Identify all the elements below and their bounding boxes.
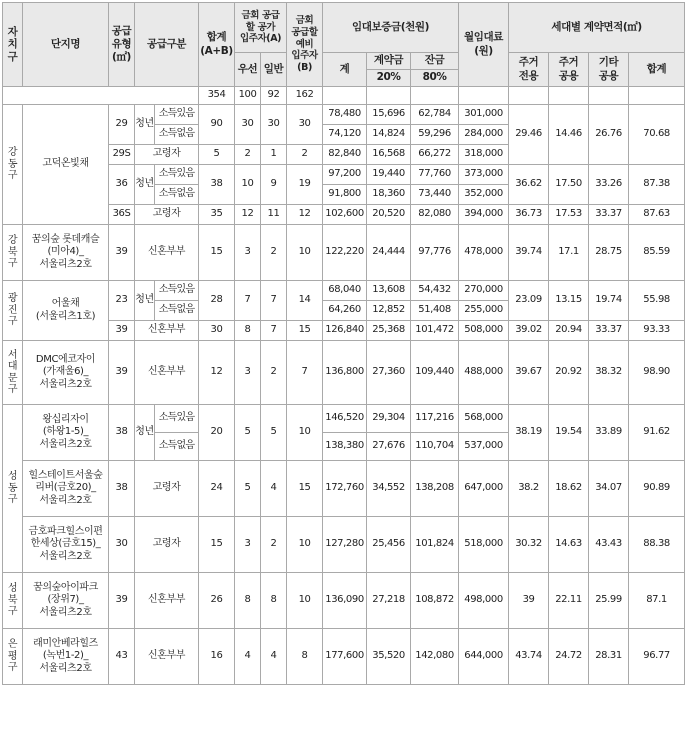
table-row: 강 동 구 고덕온빛채 29 청년 소득있음 90 30 30 30 78,480 15,696 62,784 301,000 29.46 14.46 26.76 70.68 — [3, 105, 685, 125]
header-balance-pct: 80% — [411, 70, 459, 87]
district-cell: 강 북 구 — [3, 225, 23, 281]
header-down-pct: 20% — [367, 70, 411, 87]
table-row: 소득없음 138,380 27,676 110,704 537,000 — [3, 433, 685, 461]
complex-name: 꿈의숲 롯데캐슬 (미아4)_ 서울리츠2호 — [23, 225, 109, 281]
header-deposit: 임대보증금(천원) — [323, 3, 459, 53]
complex-name: DMC에코자이 (가재울6)_ 서울리츠2호 — [23, 341, 109, 405]
complex-name: 어울채 (서울리츠1호) — [23, 281, 109, 341]
sum-reserve: 162 — [287, 87, 323, 105]
table-row: 성 동 구 왕십리자이 (하왕1-5)_ 서울리츠2호 38 청년 소득있음 20 5 5 10 146,520 29,304 117,216 568,000 38.19 19.54 33.89 91.62 — [3, 405, 685, 433]
header-balance: 잔금 — [411, 53, 459, 70]
table-row: 서 대 문 구 DMC에코자이 (가재울6)_ 서울리츠2호 39 신혼부부 12 3 2 7 136,800 27,360 109,440 488,000 39.67 20.92 38.32 98.90 — [3, 341, 685, 405]
table-row: 소득없음 91,800 18,360 73,440 352,000 — [3, 185, 685, 205]
header-type: 공급 유형 (㎡) — [109, 3, 135, 87]
district-cell: 강 동 구 — [3, 105, 23, 225]
district-cell: 서 대 문 구 — [3, 341, 23, 405]
table-row: 소득없음 74,120 14,824 59,296 284,000 — [3, 125, 685, 145]
district-cell: 성 북 구 — [3, 573, 23, 629]
table-row: 성 북 구 꿈의숲아이파크 (장위7)_ 서울리츠2호 39 신혼부부 26 8 8 10 136,090 27,218 108,872 498,000 39 22.11 25.99 87.1 — [3, 573, 685, 629]
complex-name: 금호파크힐스이편 한세상(금호15)_ 서울리츠2호 — [23, 517, 109, 573]
header-deposit-total: 계 — [323, 53, 367, 87]
table-row: 힐스테이트서울숲 리버(금호20)_ 서울리츠2호 38 고령자 24 5 4 15 172,760 34,552 138,208 647,000 38.2 18.62 34.07 90.89 — [3, 461, 685, 517]
header-priority: 우선 — [235, 53, 261, 87]
district-cell: 광 진 구 — [3, 281, 23, 341]
district-cell: 은 평 구 — [3, 629, 23, 685]
table-row: 금호파크힐스이편 한세상(금호15)_ 서울리츠2호 30 고령자 15 3 2 10 127,280 25,456 101,824 518,000 30.32 14.63 43.43 88.38 — [3, 517, 685, 573]
table-row: 광 진 구 어울채 (서울리츠1호) 23 청년 소득있음 28 7 7 14 68,040 13,608 54,432 270,000 23.09 13.15 19.74 55.98 — [3, 281, 685, 301]
header-reserve-b: 금회 공급할 예비 입주자 (B) — [287, 3, 323, 87]
header-total: 합계 (A+B) — [199, 3, 235, 87]
complex-name: 고덕온빛채 — [23, 105, 109, 225]
sum-general: 92 — [261, 87, 287, 105]
district-cell: 성 동 구 — [3, 405, 23, 573]
complex-name: 꿈의숲아이파크 (장위7)_ 서울리츠2호 — [23, 573, 109, 629]
complex-name: 래미안베라힐즈 (녹번1-2)_ 서울리츠2호 — [23, 629, 109, 685]
header-down-payment: 계약금 — [367, 53, 411, 70]
header-rent: 월임대료 (원) — [459, 3, 509, 87]
header-complex: 단지명 — [23, 3, 109, 87]
header-area-total: 합계 — [629, 53, 685, 87]
header-general: 일반 — [261, 53, 287, 87]
table-row: 29S 고령자 5 2 1 2 82,840 16,568 66,272 318,000 — [3, 145, 685, 165]
table-row: 강 북 구 꿈의숲 롯데캐슬 (미아4)_ 서울리츠2호 39 신혼부부 15 3 2 10 122,220 24,444 97,776 478,000 39.74 17.1 28.75 85.59 — [3, 225, 685, 281]
table-row: 36 청년 소득있음 38 10 9 19 97,200 19,440 77,760 373,000 36.62 17.50 33.26 87.38 — [3, 165, 685, 185]
complex-name: 힐스테이트서울숲 리버(금호20)_ 서울리츠2호 — [23, 461, 109, 517]
header-category: 공급구분 — [135, 3, 199, 87]
header-other: 기타 공용 — [589, 53, 629, 87]
summary-row — [3, 87, 685, 105]
complex-name: 왕십리자이 (하왕1-5)_ 서울리츠2호 — [23, 405, 109, 461]
table-row: 39 신혼부부 30 8 7 15 126,840 25,368 101,472 508,000 39.02 20.94 33.37 93.33 — [3, 321, 685, 341]
rental-supply-table — [2, 2, 685, 685]
header-shared: 주거 공용 — [549, 53, 589, 87]
header-district: 자 치 구 — [3, 3, 23, 87]
table-row: 36S 고령자 35 12 11 12 102,600 20,520 82,080 394,000 36.73 17.53 33.37 87.63 — [3, 205, 685, 225]
table-row: 은 평 구 래미안베라힐즈 (녹번1-2)_ 서울리츠2호 43 신혼부부 16 4 4 8 177,600 35,520 142,080 644,000 43.74 24.72 28.31 96.77 — [3, 629, 685, 685]
sum-priority: 100 — [235, 87, 261, 105]
header-vacant-a: 금회 공급 할 공가 입주자(A) — [235, 3, 287, 53]
header-exclusive: 주거 전용 — [509, 53, 549, 87]
header-area: 세대별 계약면적(㎡) — [509, 3, 685, 53]
table-row: 소득없음 64,260 12,852 51,408 255,000 — [3, 301, 685, 321]
sum-total: 354 — [199, 87, 235, 105]
